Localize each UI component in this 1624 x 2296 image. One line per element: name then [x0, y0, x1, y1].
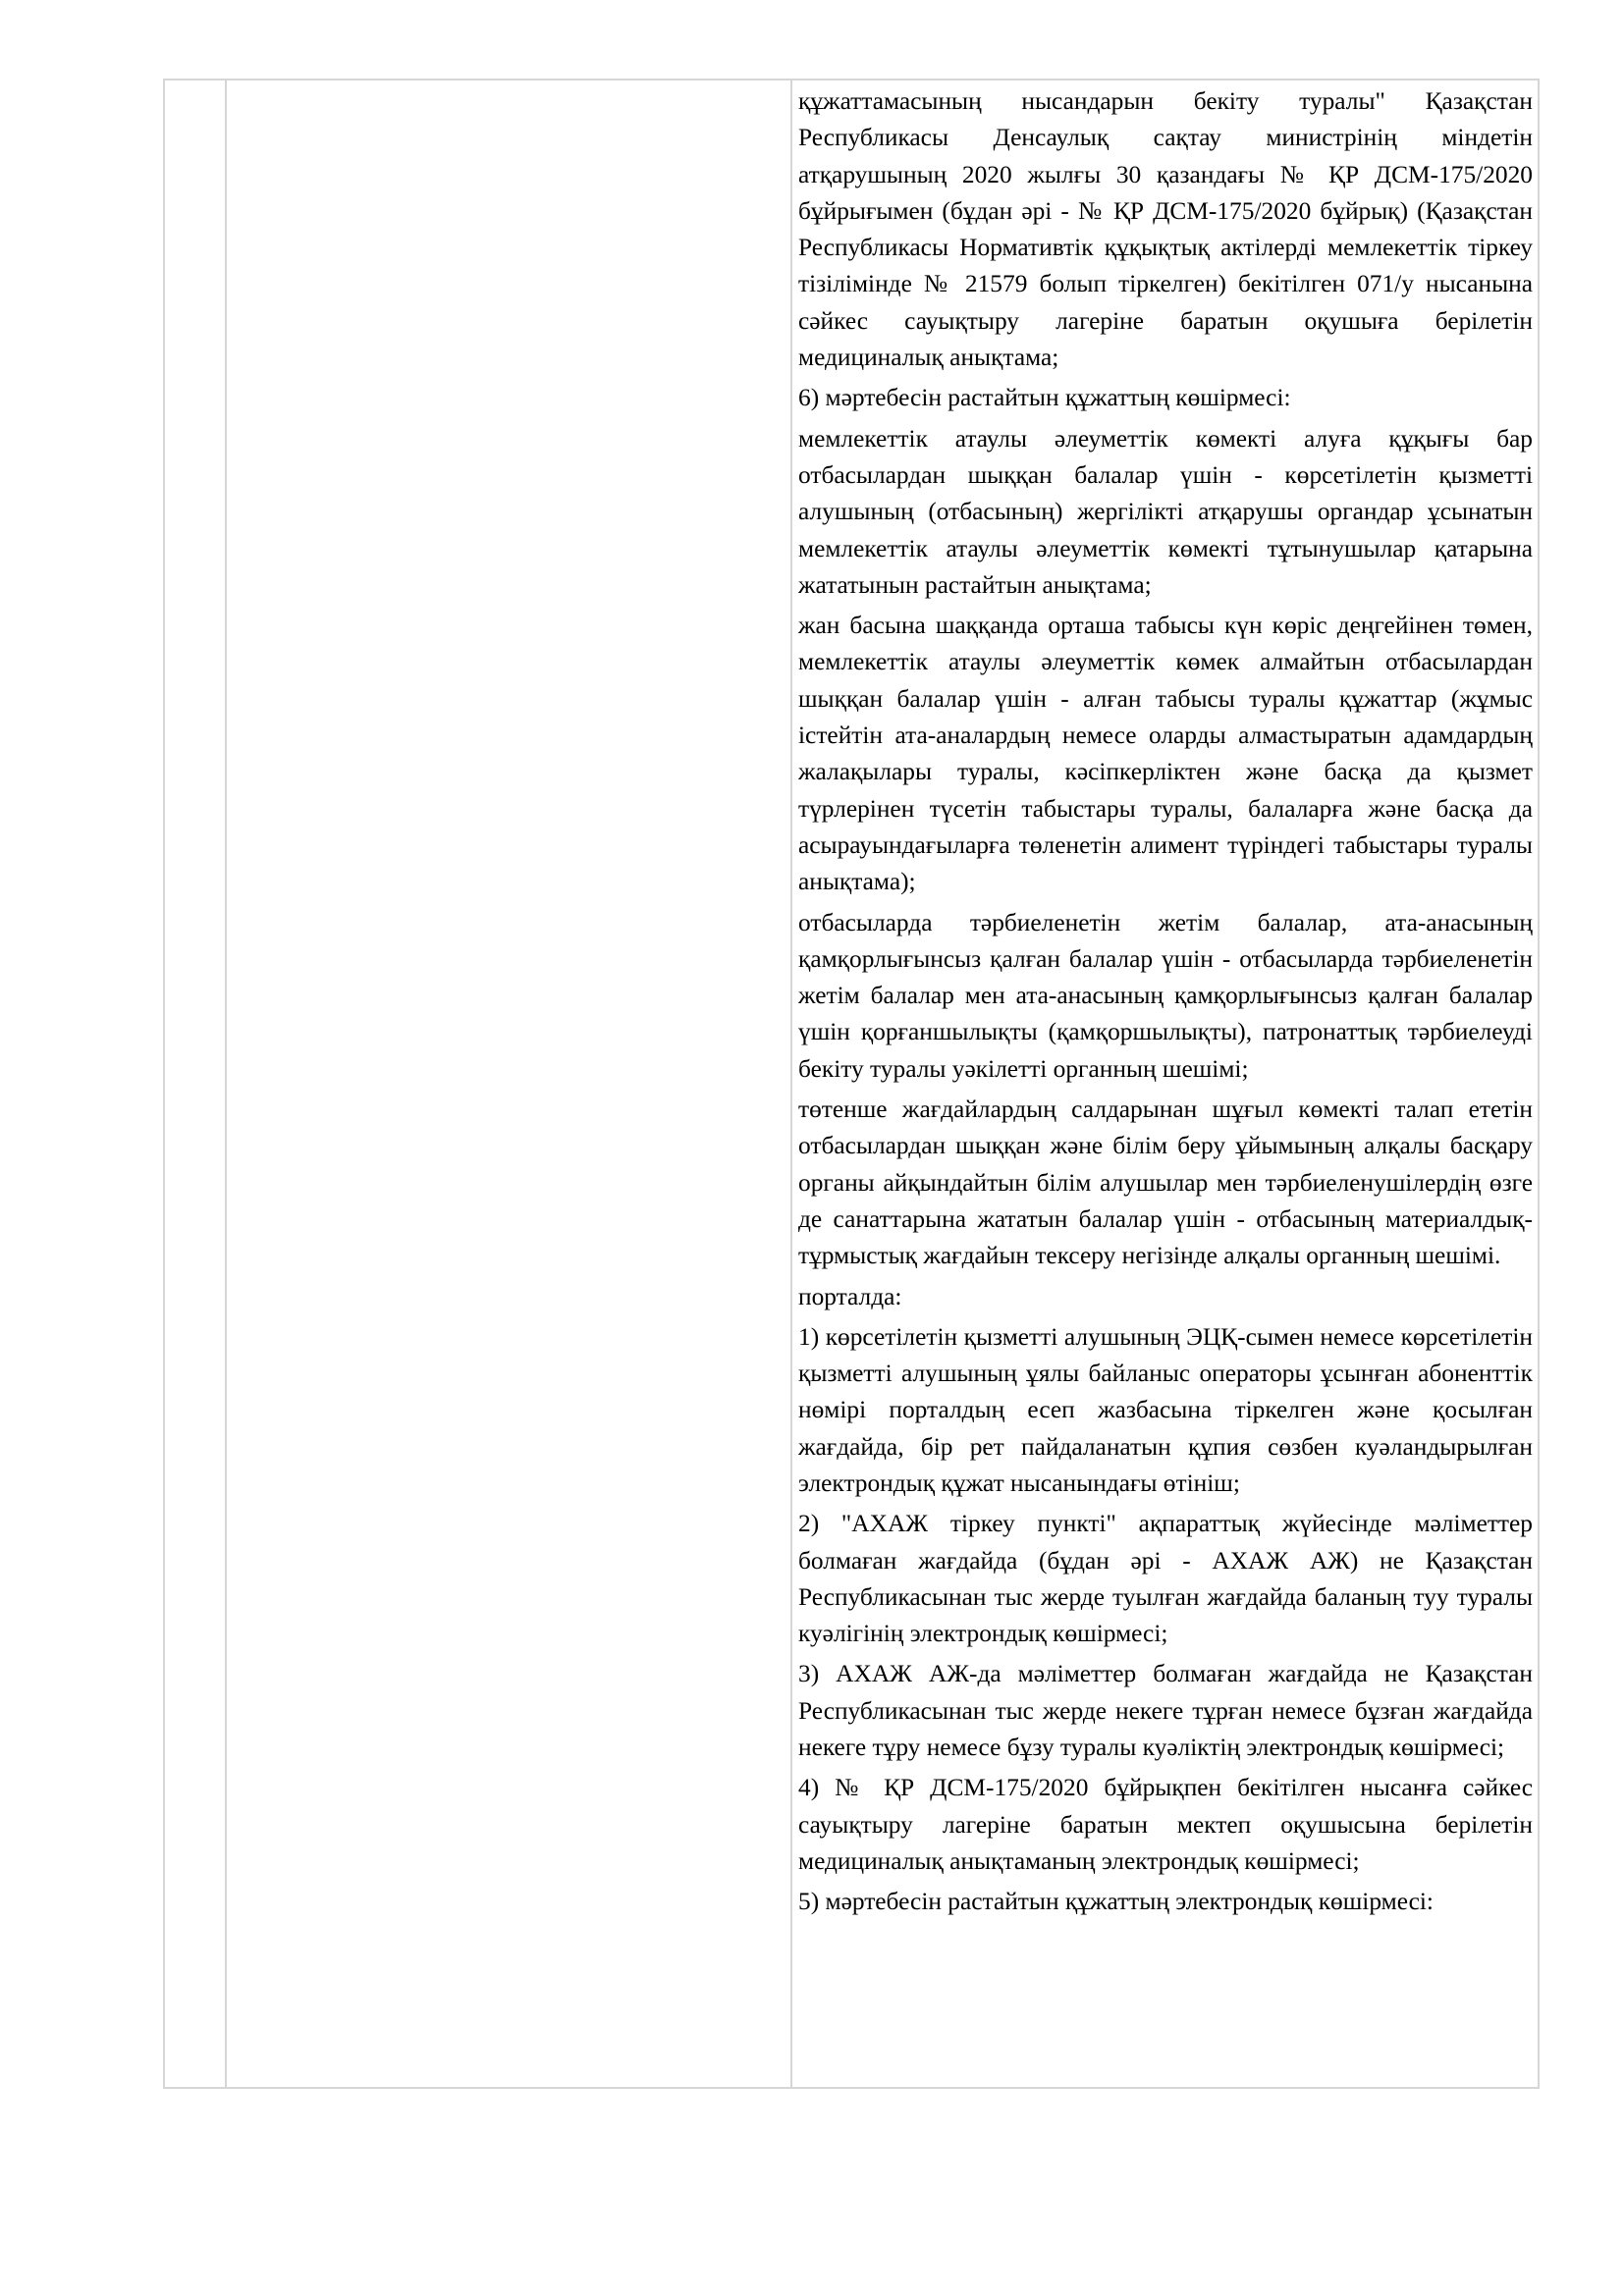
column-divider-1	[225, 80, 227, 2087]
paragraph-portal-item-1: 1) көрсетілетін қызметті алушының ЭЦҚ-сымен немесе көрсетілетін қызметті алушының ұялы байланыс операторы ұсынған абоненттік нөмірі порталдың есеп жазбасына тіркелген және қосылған жағдайда, бір рет пайдаланатын құпия сөзбен куәландырылған электрондық құжат нысанындағы өтініш;	[798, 1322, 1533, 1497]
paragraph-social-assistance: мемлекеттік атаулы әлеуметтік көмекті алуға құқығы бар отбасылардан шыққан балалар үшін - көрсетілетін қызметті алушының (отбасының) жергілікті атқарушы органдар ұсынатын мемлекеттік атаулы әлеуметтік көмекті тұтынушылар қатарына жататынын растайтын анықтама;	[798, 424, 1533, 599]
paragraph-emergency: төтенше жағдайлардың салдарынан шұғыл көмекті талап ететін отбасылардан шыққан және білім беру ұйымының алқалы басқару органы айқындайтын білім алушылар мен тәрбиеленушілердің өзге де санаттарына жататын балалар үшін - отбасының материалдық-тұрмыстық жағдайын тексеру негізінде алқалы органның шешімі.	[798, 1095, 1533, 1270]
table-frame	[163, 79, 1540, 2089]
paragraph-medical-certificate: құжаттамасының нысандарын бекіту туралы" Қазақстан Республикасы Денсаулық сақтау министрінің міндетін атқарушының 2020 жылғы 30 қазандағы № ҚР ДСМ-175/2020 бұйрығымен (бұдан әрі - № ҚР ДСМ-175/2020 бұйрық) (Қазақстан Республикасы Нормативтік құқықтық актілерді мемлекеттік тіркеу тізілімінде № 21579 болып тіркелген) бекітілген 071/у нысанына сәйкес сауықтыру лагеріне баратын оқушыға берілетін медициналық анықтама;	[798, 87, 1533, 372]
paragraph-portal-item-3: 3) АХАЖ АЖ-да мәліметтер болмаған жағдайда не Қазақстан Республикасынан тыс жерде некеге тұрған немесе бұзған жағдайда некеге тұру немесе бұзу туралы куәліктің электрондық көшірмесі;	[798, 1660, 1533, 1762]
paragraph-portal-item-4: 4) № ҚР ДСМ-175/2020 бұйрықпен бекітілген нысанға сәйкес сауықтыру лагеріне баратын мектеп оқушысына берілетін медициналық анықтаманың электрондық көшірмесі;	[798, 1774, 1533, 1875]
paragraph-portal-item-2: 2) "АХАЖ тіркеу пункті" ақпараттық жүйесінде мәліметтер болмаған жағдайда (бұдан әрі - АХАЖ АЖ) не Қазақстан Республикасынан тыс жерде туылған жағдайда баланың туу туралы куәлігінің электрондық көшірмесі;	[798, 1510, 1533, 1648]
paragraph-income: жан басына шаққанда орташа табысы күн көріс деңгейінен төмен, мемлекеттік атаулы әлеуметтік көмек алмайтын отбасылардан шыққан балалар үшін - алған табысы туралы құжаттар (жұмыс істейтін ата-аналардың немесе оларды алмастыратын адамдардың жалақылары туралы, кәсіпкерліктен және басқа да қызмет түрлерінен түсетін табыстары туралы, балаларға және басқа да асырауындағыларға төленетін алимент түріндегі табыстары туралы анықтама);	[798, 612, 1533, 896]
paragraph-status-copy: 6) мәртебесін растайтын құжаттың көшірмесі:	[798, 384, 1291, 412]
paragraph-portal-item-5: 5) мәртебесін растайтын құжаттың электрондық көшірмесі:	[798, 1888, 1434, 1916]
paragraph-portal-heading: порталда:	[798, 1282, 902, 1310]
paragraph-orphans: отбасыларда тәрбиеленетін жетім балалар, ата-анасының қамқорлығынсыз қалған балалар үшін - отбасыларда тәрбиеленетін жетім балалар мен ата-анасының қамқорлығынсыз қалған балалар үшін қорғаншылықты (қамқоршылықты), патронаттық тәрбиелеуді бекіту туралы уәкілетті органның шешімі;	[798, 908, 1533, 1083]
text-cell	[792, 80, 1538, 2087]
